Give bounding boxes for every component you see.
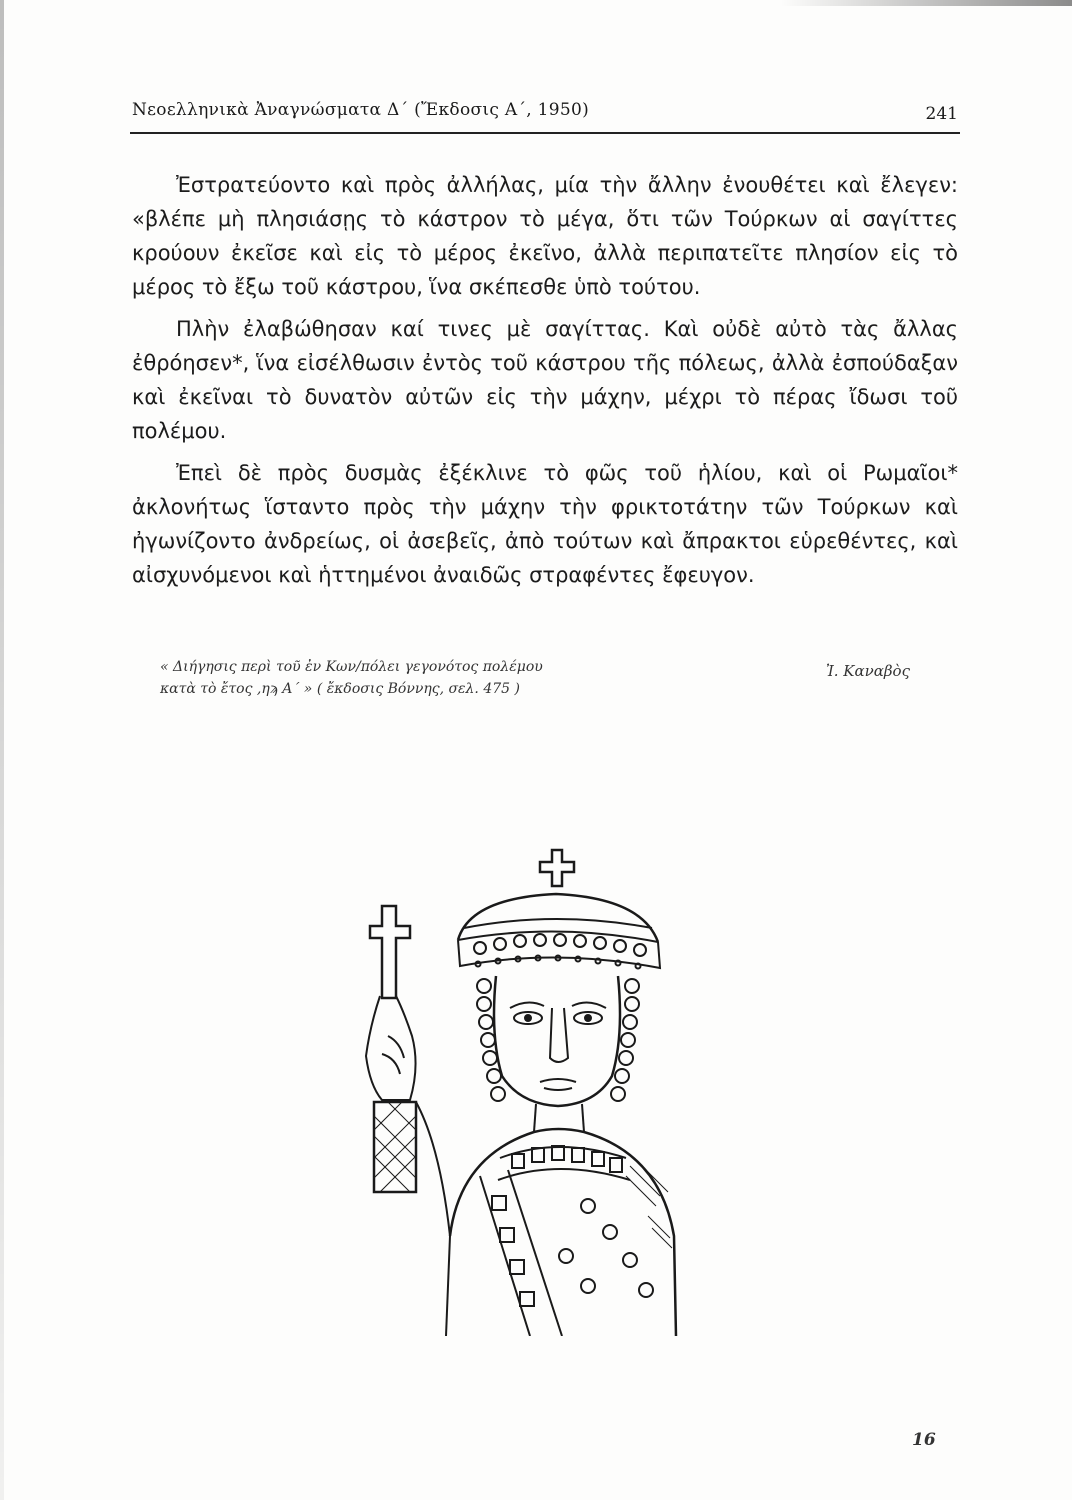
- robe-pearls: [559, 1199, 653, 1297]
- signature-mark: 16: [912, 1430, 936, 1450]
- hand-with-cross-icon: [366, 906, 450, 1236]
- paragraph-2: Πλὴν ἐλαβώθησαν καί τινες μὲ σαγίττας. Καὶ οὐδὲ αὐτὸ τὰς ἄλλας ἐθρόησεν*, ἵνα εἰσέλθωσιν ἐντὸς τοῦ κάστρου τῆς πόλεως, ἀλλὰ ἐσπούδαξαν καὶ ἐκεῖναι τὸ δυνατὸν αὐτῶν εἰς τὴν μάχην, μέχρι τὸ πέρας ἴδωσι τοῦ πολέμου.: [132, 317, 958, 443]
- pendilia: [477, 979, 639, 1101]
- citation: [160, 656, 930, 700]
- page-number: 241: [925, 104, 958, 124]
- running-title: Νεοελληνικὰ Ἀναγνώσματα Δ΄ (Ἔκδοσις Α΄, 1950): [132, 100, 590, 120]
- citation-source-line-2: κατὰ τὸ ἔτος ,ηϡ Α΄ » ( ἔκδοσις Βόννης, σελ. 475 ): [160, 681, 520, 697]
- citation-author: Ἰ. Καναβὸς: [825, 662, 910, 680]
- citation-source-line-1: « Διήγησις περὶ τοῦ ἐν Κων/πόλει γεγονότος πολέμου: [160, 659, 543, 675]
- crown-cross-icon: [540, 850, 574, 886]
- paragraph-1: Ἐστρατεύοντο καὶ πρὸς ἀλλήλας, μία τὴν ἄλλην ἐνουθέτει καὶ ἔλεγεν: «βλέπε μὴ πλησιάσῃς τὸ κάστρον τὸ μέγα, ὅτι τῶν Τούρκων αἱ σαγίττες κρούουν ἐκεῖσε καὶ εἰς τὸ μέρος ἐκεῖνο, ἀλλὰ περιπατεῖτε πλησίον εἰς τὸ μέρος τὸ ἔξω τοῦ κάστρου, ἵνα σκέπεσθε ὑπὸ τούτου.: [132, 173, 958, 299]
- header-rule: [130, 132, 960, 134]
- loros-jewels: [492, 1196, 534, 1306]
- page-header: [132, 100, 958, 130]
- byzantine-empress-icon: [330, 836, 690, 1336]
- body-text: [132, 168, 958, 600]
- crown-jewels: [474, 934, 646, 969]
- scan-edge-shadow-left: [0, 0, 4, 1500]
- scan-edge-shadow: [780, 0, 1072, 6]
- paragraph-3: Ἐπεὶ δὲ πρὸς δυσμὰς ἐξέκλινε τὸ φῶς τοῦ ἡλίου, καὶ οἱ Ρωμαῖοι* ἀκλονήτως ἵσταντο πρὸς τὴν μάχην τὴν φρικτοτάτην τῶν Τούρκων καὶ ἠγωνίζοντο ἀνδρείως, οἱ ἀσεβεῖς, ἀπὸ τούτων καὶ ἄπρακτοι εὑρεθέντες, καὶ αἰσχυνόμενοι καὶ ἡττημένοι ἀναιδῶς στραφέντες ἔφευγον.: [132, 461, 958, 587]
